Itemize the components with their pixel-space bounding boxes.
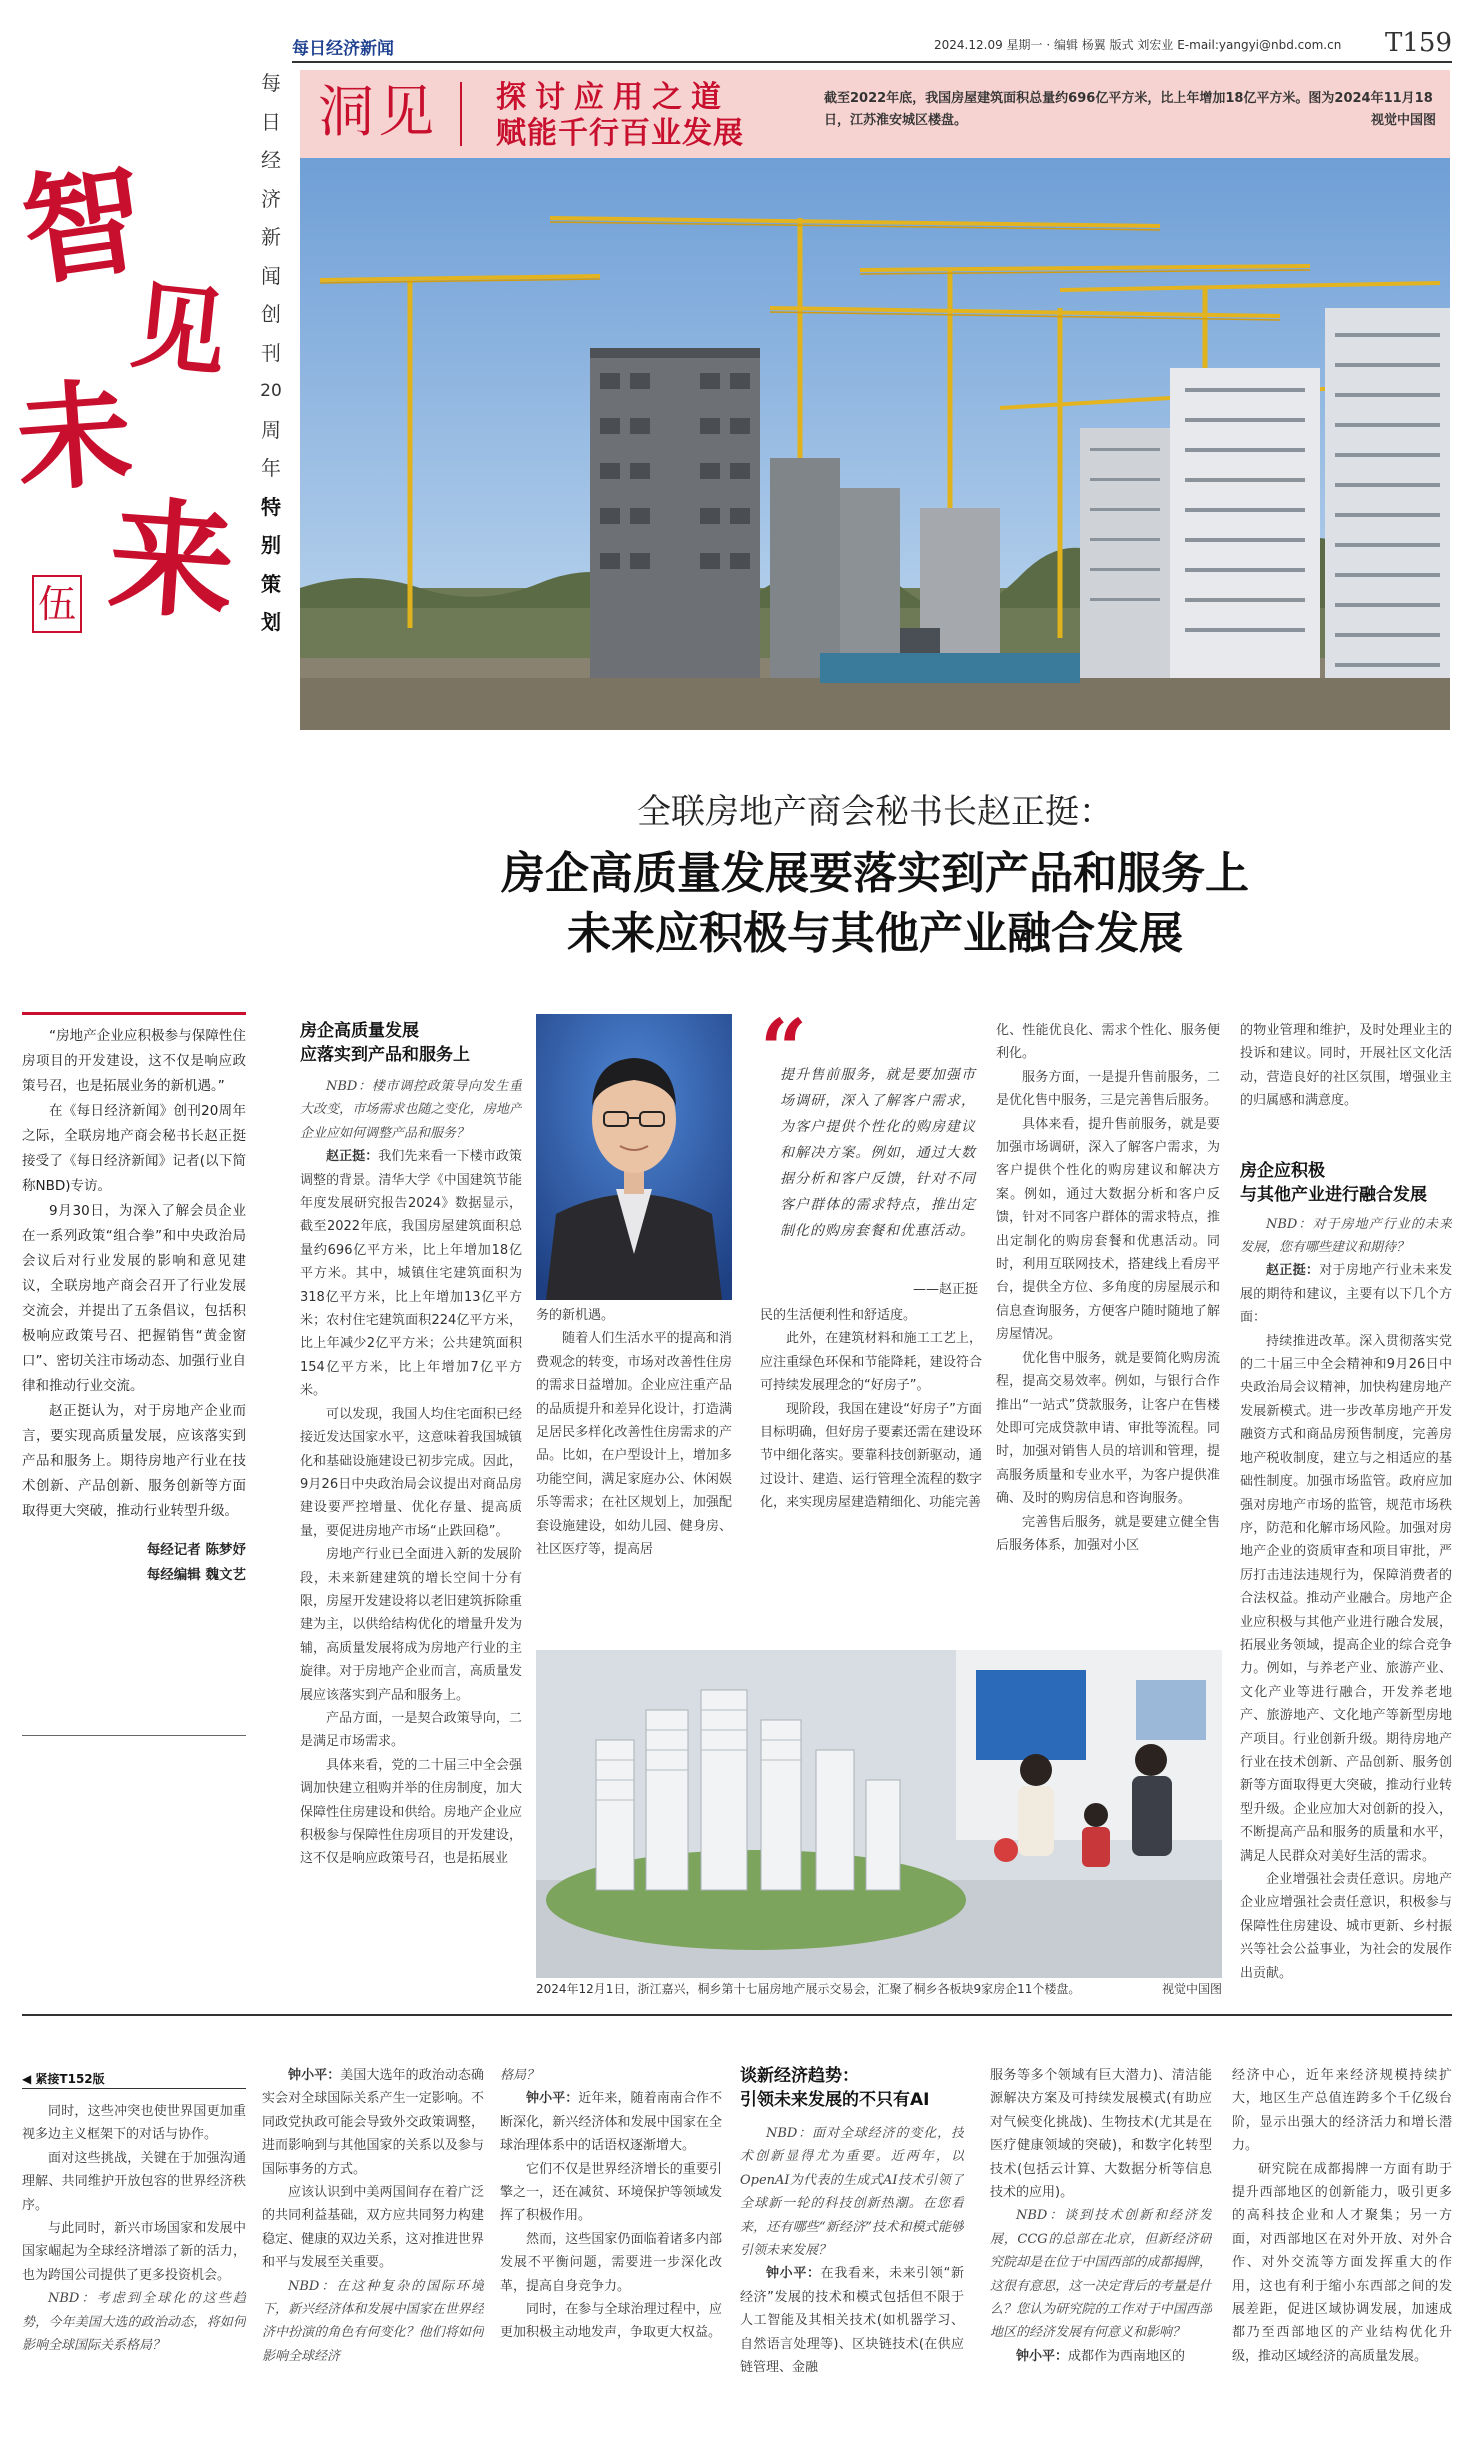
banner	[300, 70, 1450, 158]
answer-text: 对于房地产行业未来发展的期待和建议，主要有以下几个方面：	[1240, 1263, 1452, 1326]
portrait-photo	[536, 1014, 732, 1300]
vt-char: 经	[261, 148, 281, 172]
paragraph	[500, 2064, 722, 2087]
col2-flow	[300, 1075, 522, 1871]
paragraph	[300, 1075, 522, 1145]
paragraph: 优化售中服务，就是要简化购房流程，提高交易效率。例如，与银行合作推出“一站式”贷款服务，让客户在售楼处即可完成贷款申请、审批等流程。同时，加强对销售人员的培训和管理，提高服务质量和专业水平，为客户提供准确、及时的购房信息和咨询服务。	[996, 1350, 1220, 1507]
answer-text: 在我看来，未来引领“新经济”发展的技术和模式包括但不限于人工智能及其相关技术(如机器学习、自然语言处理等)、区块链技术(在供应链管理、金融	[740, 2266, 964, 2376]
paragraph: 持续推进改革。深入贯彻落实党的二十届三中全会精神和9月26日中央政治局会议精神，加快构建房地产发展新模式。进一步改革房地产开发融资方式和商品房预售制度，完善房地产税收制度，建立与之相适应的基础性制度。加强市场监管。政府应加强对房地产市场的监管，规范市场秩序，防范和化解市场风险。加强对房地产企业的资质审查和项目审批，严厉打击违法违规行为，保障消费者的合法权益。推动产业融合。房地产企业应积极与其他产业进行融合发展，拓展业务领域，提高企业的综合竞争力。例如，与养老产业、旅游产业、文化产业等进行融合，开发养老地产、旅游地产、文化地产等新型房地产项目。行业创新升级。期待房地产行业在技术创新、产品创新、服务创新等方面取得更大突破，推动行业转型升级。企业应加大对创新的投入，不断提高产品和服务的质量和水平，满足人民群众对美好生活的需求。	[1240, 1333, 1452, 1864]
intro-top-rule	[22, 1012, 246, 1015]
subhead-industry-fusion: 房企应积极 与其他产业进行融合发展	[1240, 1160, 1427, 1205]
expo-photo-illustration	[536, 1650, 1222, 1978]
c4-flow	[740, 2122, 964, 2379]
quote-mark-icon: “	[760, 1002, 808, 1098]
paragraph: 房地产行业已全面进入新的发展阶段，未来新建建筑的增长空间十分有限，房屋开发建设将以老旧建筑拆除重建为主，以供给结构优化的增量升发为辅，高质量发展将成为房地产行业的主旋律。对于房地产企业而言，高质量发展应该落实到产品和服务上。	[300, 1547, 522, 1703]
answer-text: 近年来，随着南南合作不断深化，新兴经济体和发展中国家在全球治理体系中的话语权逐渐增大。	[500, 2091, 722, 2154]
article-column-3	[536, 1304, 732, 1634]
paragraph: 与此同时，新兴市场国家和发展中国家崛起为全球经济增添了新的活力，也为跨国公司提供了更多投资机会。	[22, 2221, 246, 2283]
vt-char: 济	[261, 186, 281, 211]
paragraph: 可以发现，我国人均住宅面积已经接近发达国家水平，这意味着我国城镇化和基础设施建设已初步完成。因此，9月26日中央政治局会议提出对商品房建设要严控增量、优化存量、提高质量，要促进房地产市场“止跌回稳”。	[300, 1406, 522, 1539]
construction-photo-illustration	[300, 158, 1450, 730]
byline-editor: 每经编辑 魏文艺	[146, 1567, 246, 1583]
expo-photo-credit: 视觉中国图	[1161, 1982, 1222, 1996]
masthead	[292, 30, 1452, 58]
vt-char: 特	[261, 494, 281, 519]
question-text: 格局？	[500, 2068, 540, 2083]
paragraph: 具体来看，提升售前服务，就是要加强市场调研，深入了解客户需求，为客户提供个性化的购房建议和解决方案。例如，通过大数据分析和客户反馈，针对不同客户群体的需求特点，推出定制化的购房套餐和优惠活动。同时，利用互联网技术，搭建线上看房平台，提供全方位、多角度的房屋展示和信息查询服务，方便客户随时随地了解房屋情况。	[996, 1116, 1220, 1343]
intro-box	[22, 1024, 246, 1584]
calligraphy-char: 未	[12, 366, 137, 509]
vt-char: 刊	[261, 340, 281, 365]
intro-paragraph: 在《每日经济新闻》创刊20周年之际，全联房地产商会秘书长赵正挺接受了《每日经济新闻》记者(以下简称NBD)专访。	[22, 1103, 246, 1194]
intro-paragraph: 9月30日，为深入了解会员企业在一系列政策“组合拳”和中央政治局会议后对行业发展的影响和意见建议，全联房地产商会召开了行业发展交流会，并提出了五条倡议，包括积极响应政策号召、把握销售“黄金窗口”、密切关注市场动态、加强行业自律和推动行业交流。	[22, 1203, 246, 1394]
jump-label-rule	[22, 2088, 246, 2089]
calligraphy-char: 见	[125, 270, 232, 391]
page-number: T159	[1385, 28, 1452, 58]
vt-char: 创	[261, 302, 281, 326]
vt-char: 年	[261, 456, 281, 480]
paragraph	[262, 2275, 484, 2369]
speaker-label: 钟小平：	[1016, 2348, 1069, 2364]
paragraph	[22, 2287, 246, 2357]
pullquote	[760, 1002, 982, 1300]
paragraph	[500, 2087, 722, 2157]
continued-column-1	[22, 2100, 246, 2420]
col6-flow-b	[1240, 1213, 1452, 1985]
series-number: 伍	[37, 582, 76, 626]
paragraph	[740, 2122, 964, 2262]
paragraph: 随着人们生活水平的提高和消费观念的转变，市场对改善性住房的需求日益增加。企业应注重产品的品质提升和差异化设计，打造满足居民多样化改善性住房需求的产品。比如，在户型设计上，增加多功能空间，满足家庭办公、休闲娱乐等需求；在社区规划上，加强配套设施建设，如幼儿园、健身房、社区医疗等，提高居	[536, 1331, 732, 1558]
answer-text: 美国大选年的政治动态确实会对全球国际关系产生一定影响。不同政党执政可能会导致外交政策调整，进而影响到与其他国家的关系以及参与国际事务的方式。	[262, 2068, 484, 2177]
speaker-label: 钟小平：	[526, 2091, 579, 2107]
col3-lead: 务的新机遇。	[536, 1308, 615, 1323]
paragraph: 民的生活便利性和舒适度。	[760, 1308, 917, 1323]
calligraphy-char: 来	[104, 483, 240, 639]
vt-char: 新	[261, 225, 281, 249]
question-text: NBD：对于房地产行业的未来发展，您有哪些建议和期待？	[1240, 1216, 1452, 1256]
paragraph: 它们不仅是世界经济增长的重要引擎之一，还在减贫、环境保护等领域发挥了积极作用。	[500, 2161, 722, 2224]
question-text: NBD：考虑到全球化的这些趋势，今年美国大选的政治动态，将如何影响全球国际关系格局？	[22, 2291, 246, 2354]
banner-photo-caption	[824, 88, 1436, 132]
c2-flow	[262, 2064, 484, 2368]
expo-photo	[536, 1650, 1222, 1978]
expo-caption-text: 2024年12月1日，浙江嘉兴，桐乡第十七届房地产展示交易会，汇聚了桐乡各板块9家房企11个楼盘。	[536, 1982, 1081, 1996]
answer-text: 我们先来看一下楼市政策调整的背景。清华大学《中国建筑节能年度发展研究报告2024》数据显示，截至2022年底，我国房屋建筑面积总量约696亿平方米，比上年增加18亿平方米。其中，城镇住宅建筑面积为318亿平方米，比上年增加13亿平方米；农村住宅建筑面积224亿平方米，比上年减少2亿平方米；公共建筑面积154亿平方米，比上年增加7亿平方米。	[300, 1149, 522, 1399]
section-name: 洞见	[318, 80, 438, 145]
calligraphy-char: 智	[14, 147, 153, 304]
speaker-label: 赵正挺：	[1266, 1263, 1320, 1279]
article-column-5	[996, 1019, 1220, 1659]
article-column-4	[760, 1304, 982, 1634]
paragraph: 企业增强社会责任意识。房地产企业应增强社会责任意识，积极参与保障性住房建设、城市更新、乡村振兴等社会公益事业，为社会的发展作出贡献。	[1240, 1872, 1452, 1981]
calligraphy-title	[0, 130, 250, 670]
paragraph	[262, 2064, 484, 2181]
answer-text: 成都作为西南地区的	[1068, 2348, 1186, 2364]
paper-name: 每日经济新闻	[292, 39, 394, 59]
paragraph	[300, 1145, 522, 1402]
paragraph	[1240, 1213, 1452, 1260]
pullquote-text: 提升售前服务，就是要加强市场调研，深入了解客户需求，为客户提供个性化的购房建议和解决方案。例如，通过大数据分析和客户反馈，针对不同客户群体的需求特点，推出定制化的购房套餐和优惠活动。	[780, 1067, 976, 1239]
c3-flow	[500, 2064, 722, 2345]
col5-flow	[996, 1019, 1220, 1557]
portrait-illustration	[536, 1014, 732, 1300]
article-column-2	[300, 1019, 522, 2019]
dateline: 2024.12.09 星期一 · 编辑 杨翼 版式 刘宏业 E-mail:yangyi@nbd.com.cn	[934, 38, 1342, 52]
paragraph: 同时，这些冲突也使世界国更加重视多边主义框架下的对话与协作。	[22, 2104, 246, 2143]
paragraph: 产品方面，一是契合政策导向，二是满足市场需求。	[300, 1710, 522, 1750]
intro-paragraph: “房地产企业应积极参与保障性住房项目的开发建设，这不仅是响应政策号召，也是拓展业务的新机遇。”	[22, 1028, 246, 1094]
speaker-label: 钟小平：	[288, 2068, 341, 2083]
bottom-section-rule	[22, 2014, 1452, 2016]
c1-flow	[22, 2100, 246, 2357]
banner-divider	[460, 82, 462, 146]
question-text: NBD：谈到技术创新和经济发展，CCG的总部在北京，但新经济研究院却是在位于中国西部的成都揭牌，这很有意思，这一决定背后的考量是什么？您认为研究院的工作对于中国西部地区的经济发展有何意义和影响？	[990, 2208, 1212, 2341]
subhead-product-service: 房企高质量发展 应落实到产品和服务上	[300, 1021, 470, 1065]
paragraph: 应该认识到中美两国间存在着广泛的共同利益基础，双方应共同努力构建稳定、健康的双边关系，这对推进世界和平与发展至关重要。	[262, 2185, 484, 2271]
speaker-label: 赵正挺：	[326, 1149, 379, 1165]
jump-from-label[interactable]: ◀ 紧接T152版	[22, 2072, 105, 2086]
col6-flow-a	[1240, 1019, 1452, 1113]
subhead-new-economy: 谈新经济趋势： 引领未来发展的不只有AI	[740, 2066, 930, 2110]
paragraph	[740, 2262, 964, 2379]
byline-reporter: 每经记者 陈梦妤	[146, 1542, 246, 1558]
paragraph	[990, 2204, 1212, 2344]
continued-column-6	[1232, 2064, 1452, 2420]
photo-caption-text: 截至2022年底，我国房屋建筑面积总量约696亿平方米，比上年增加18亿平方米。图为2024年11月18日，江苏淮安城区楼盘。	[824, 91, 1433, 128]
vt-char: 20	[260, 381, 282, 401]
paragraph: 具体来看，党的二十届三中全会强调加快建立租购并举的住房制度，加大保障性住房建设和供给。房地产企业应积极参与保障性住房项目的开发建设，这不仅是响应政策号召，也是拓展业	[300, 1757, 522, 1867]
paragraph: 化、性能优良化、需求个性化、服务便利化。	[996, 1023, 1220, 1062]
speaker-label: 钟小平：	[766, 2266, 821, 2282]
c6-flow	[1232, 2064, 1452, 2368]
question-text: NBD：楼市调控政策导向发生重大改变，市场需求也随之变化，房地产企业应如何调整产品和服务？	[300, 1079, 522, 1141]
continued-column-4	[740, 2064, 964, 2420]
vt-char: 日	[261, 109, 281, 134]
expo-photo-caption	[536, 1980, 1222, 1998]
pullquote-attribution: ——赵正挺	[912, 1282, 978, 1297]
paragraph: 研究院在成都揭牌一方面有助于提升西部地区的创新能力，吸引更多的高科技企业和人才聚集；另一方面，对西部地区在对外开放、对外合作、对外交流等方面发挥重大的作用，这也有利于缩小东西部之间的发展差距，促进区域协调发展，加速成都乃至西部地区的产业结构优化升级，推动区域经济的高质量发展。	[1232, 2161, 1452, 2364]
paragraph: 现阶段，我国在建设“好房子”方面目标明确，但好房子要素还需在建设环节中细化落实。要靠科技创新驱动，通过设计、建造、运行管理全流程的数字化，来实现房屋建造精细化、功能完善	[760, 1401, 982, 1511]
paragraph	[990, 2345, 1212, 2368]
vt-char: 周	[261, 417, 281, 442]
continued-column-2	[262, 2064, 484, 2420]
slogan-line1: 探讨应用之道	[496, 80, 730, 115]
sidebar-vertical-text	[256, 64, 286, 642]
paragraph: 服务方面，一是提升售前服务，二是优化售中服务，三是完善售后服务。	[996, 1069, 1220, 1109]
paragraph: 服务等多个领域有巨大潜力)、清洁能源解决方案及可持续发展模式(有助应对气候变化挑战)、生物技术(尤其是在医疗健康领域的突破)，和数字化转型技术(包括云计算、大数据分析等信息技术的应用)。	[990, 2068, 1212, 2201]
continued-column-3	[500, 2064, 722, 2420]
slogan-line2: 赋能千行百业发展	[496, 116, 744, 151]
headline-main-1: 房企高质量发展要落实到产品和服务上	[501, 848, 1249, 899]
paragraph	[1240, 1259, 1452, 1329]
intro-bottom-rule	[22, 1735, 246, 1736]
series-number-box	[32, 575, 82, 633]
question-text: NBD：在这种复杂的国际环境下，新兴经济体和发展中国家在世界经济中扮演的角色有何变化？他们将如何影响全球经济	[262, 2278, 484, 2364]
continued-column-5	[990, 2064, 1212, 2420]
vt-char: 别	[261, 533, 281, 557]
photo-credit: 视觉中国图	[1370, 113, 1436, 128]
headline-main-2: 未来应积极与其他产业融合发展	[567, 908, 1183, 959]
paragraph: 完善售后服务，就是要建立健全售后服务体系，加强对小区	[996, 1514, 1220, 1553]
col4-flow	[760, 1304, 982, 1515]
vt-char: 闻	[261, 263, 281, 288]
col3-flow	[536, 1327, 732, 1561]
vt-char: 每	[261, 71, 281, 95]
intro-paragraph: 赵正挺认为，对于房地产企业而言，要实现高质量发展，应该落实到产品和服务上。期待房地产行业在技术创新、产品创新、服务创新等方面取得更大突破，推动行业转型升级。	[22, 1403, 246, 1519]
vt-char: 划	[261, 610, 281, 634]
main-photo	[300, 158, 1450, 730]
c5-flow	[990, 2064, 1212, 2368]
question-text: NBD：面对全球经济的变化，技术创新显得尤为重要。近两年，以OpenAI为代表的生成式AI技术引领了全球新一轮的科技创新热潮。在您看来，还有哪些“新经济”技术和模式能够引领未来发展？	[740, 2126, 964, 2259]
article-column-6	[1240, 1019, 1452, 2004]
paragraph: 然而，这些国家仍面临着诸多内部发展不平衡问题，需要进一步深化改革，提高自身竞争力。	[500, 2231, 722, 2294]
paragraph: 的物业管理和维护，及时处理业主的投诉和建议。同时，开展社区文化活动，营造良好的社区氛围，增强业主的归属感和满意度。	[1240, 1023, 1452, 1109]
headline-kicker: 全联房地产商会秘书长赵正挺：	[637, 792, 1113, 832]
header-rule	[292, 61, 1452, 63]
paragraph: 面对这些挑战，关键在于加强沟通理解、共同维护开放包容的世界经济秩序。	[22, 2150, 246, 2213]
paragraph: 经济中心，近年来经济规模持续扩大，地区生产总值连跨多个千亿级台阶，显示出强大的经济活力和增长潜力。	[1232, 2068, 1452, 2154]
vt-char: 策	[261, 571, 281, 596]
paragraph: 此外，在建筑材料和施工工艺上，应注重绿色环保和节能降耗，建设符合可持续发展理念的“好房子”。	[760, 1331, 982, 1394]
paragraph: 同时，在参与全球治理过程中，应更加积极主动地发声，争取更大权益。	[500, 2302, 722, 2341]
